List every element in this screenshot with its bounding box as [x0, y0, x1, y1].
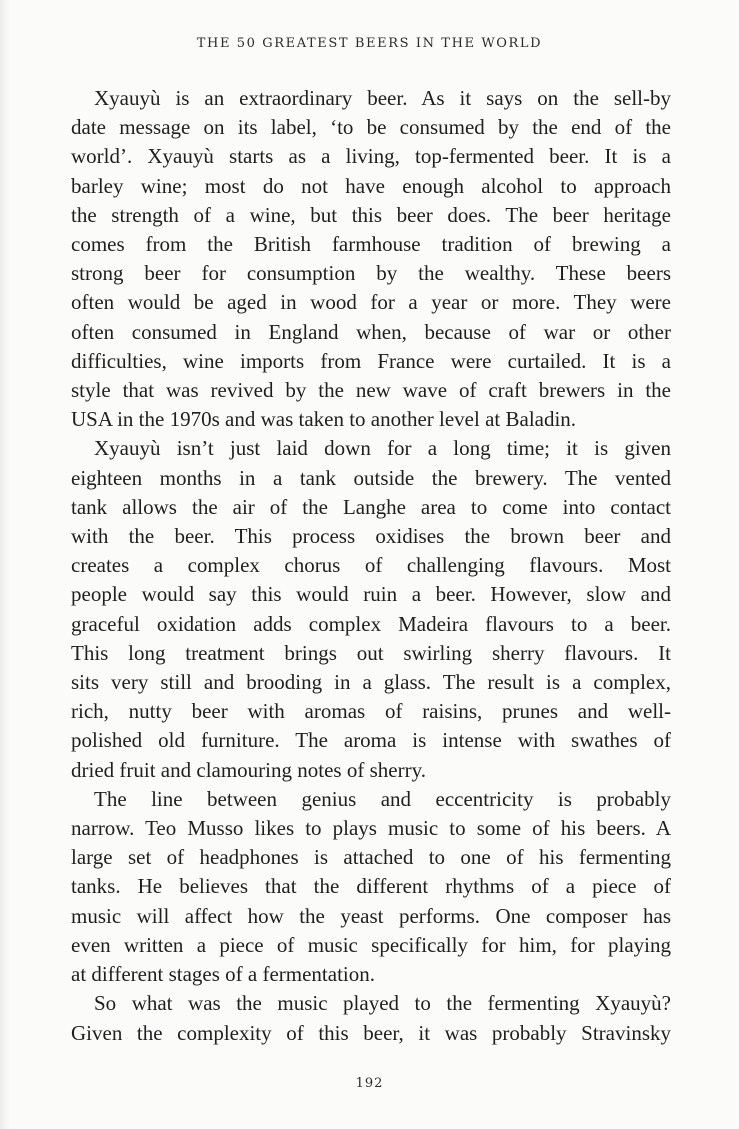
text-line: date message on its label, ‘to be consumed by the end of the: [71, 115, 671, 140]
page-gutter-shadow: [0, 0, 10, 1129]
text-line: creates a complex chorus of challenging flavours. Most: [71, 553, 671, 578]
text-line: even written a piece of music specifically for him, for playing: [71, 932, 671, 957]
text-line: tank allows the air of the Langhe area to come into contact: [71, 494, 671, 519]
text-line: people would say this would ruin a beer. However, slow and: [71, 582, 671, 607]
text-line: barley wine; most do not have enough alcohol to approach: [71, 173, 671, 198]
text-line: with the beer. This process oxidises the brown beer and: [71, 524, 671, 549]
text-line: style that was revived by the new wave of craft brewers in the: [71, 378, 671, 403]
text-line: music will affect how the yeast performs. One composer has: [71, 903, 671, 928]
paragraph-4: [71, 989, 671, 1047]
paragraph-2: [71, 434, 671, 784]
text-line: USA in the 1970s and was taken to another level at Baladin.: [71, 407, 577, 432]
text-line: narrow. Teo Musso likes to plays music to some of his beers. A: [71, 816, 671, 841]
text-line: the strength of a wine, but this beer does. The beer heritage: [71, 202, 671, 227]
text-line: graceful oxidation adds complex Madeira flavours to a beer.: [71, 611, 671, 636]
text-line: This long treatment brings out swirling sherry flavours. It: [71, 640, 671, 665]
text-line: sits very still and brooding in a glass. The result is a complex,: [71, 670, 671, 695]
text-line: tanks. He believes that the different rhythms of a piece of: [71, 874, 671, 899]
running-head: THE 50 GREATEST BEERS IN THE WORLD: [196, 36, 543, 51]
text-line: at different stages of a fermentation.: [71, 962, 375, 987]
text-line: Xyauyù isn’t just laid down for a long time; it is given: [94, 436, 671, 461]
text-line: difficulties, wine imports from France were curtailed. It is a: [71, 348, 671, 373]
text-line: rich, nutty beer with aromas of raisins, prunes and well-: [71, 699, 671, 724]
text-line: dried fruit and clamouring notes of sherry.: [71, 757, 426, 782]
text-line: strong beer for consumption by the wealthy. These beers: [71, 261, 671, 286]
text-line: Given the complexity of this beer, it was probably Stravinsky: [71, 1020, 671, 1045]
text-line: eighteen months in a tank outside the brewery. The vented: [71, 465, 671, 490]
text-line: large set of headphones is attached to one of his fermenting: [71, 845, 671, 870]
paragraph-1: [71, 84, 671, 434]
text-line: The line between genius and eccentricity is probably: [94, 786, 671, 811]
page-number: 192: [355, 1076, 384, 1091]
text-line: often consumed in England when, because of war or other: [71, 319, 671, 344]
text-line: often would be aged in wood for a year or more. They were: [71, 290, 671, 315]
text-line: So what was the music played to the fermenting Xyauyù?: [94, 991, 671, 1016]
paragraph-3: [71, 785, 671, 989]
text-line: world’. Xyauyù starts as a living, top-fermented beer. It is a: [71, 144, 671, 169]
text-line: comes from the British farmhouse tradition of brewing a: [71, 232, 671, 257]
body-text: [71, 84, 671, 1048]
text-line: Xyauyù is an extraordinary beer. As it says on the sell-by: [94, 86, 671, 110]
text-line: polished old furniture. The aroma is intense with swathes of: [71, 728, 671, 753]
